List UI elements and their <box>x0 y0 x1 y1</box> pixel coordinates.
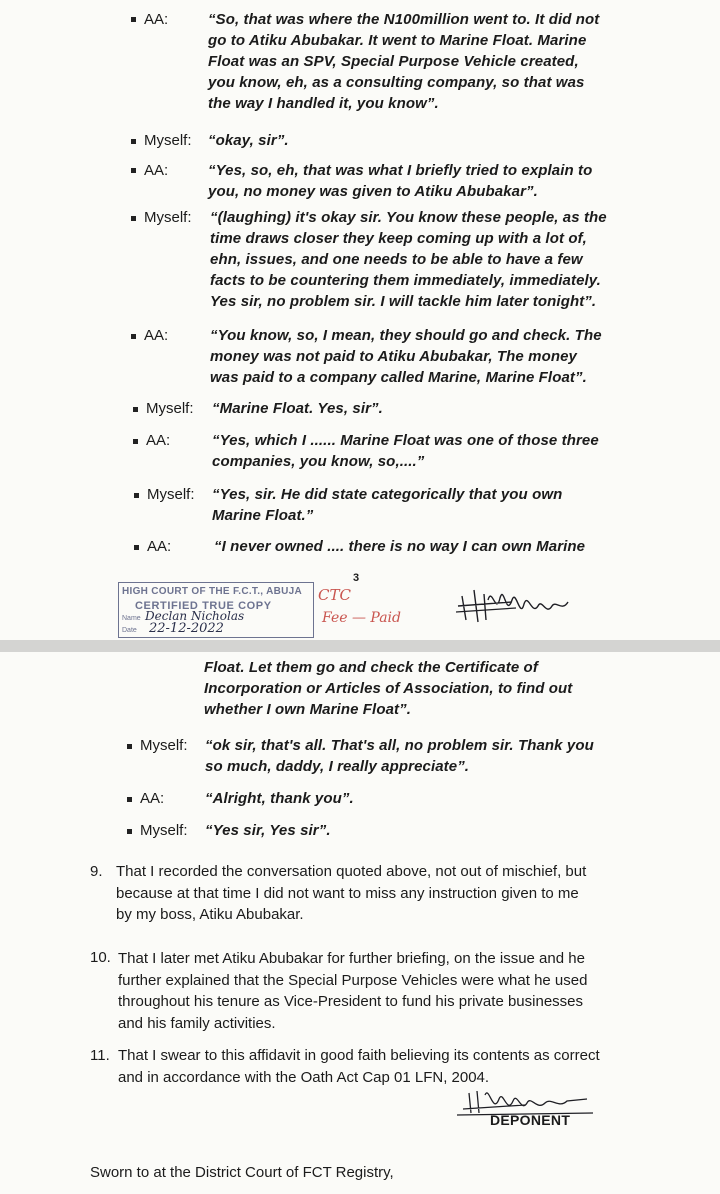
bullet-icon <box>134 545 139 550</box>
speech-text: “Yes sir, Yes sir”. <box>205 822 331 839</box>
speaker-label: Myself: <box>144 132 192 149</box>
ctc-annotation: CTC <box>318 586 351 604</box>
speaker-label: Myself: <box>144 209 192 226</box>
speech-text: “So, that was where the N100million went to. It did not go to Atiku Abubakar. It went to Marine Float. Marine Float was an SPV, Special Purpose Vehicle created, you know, eh, as a consulting company, so that was the way I handled it, you know”. <box>208 11 600 112</box>
stamp-name-handwritten: Declan Nicholas <box>145 609 245 623</box>
bullet-icon <box>127 744 132 749</box>
speech-text: “ok sir, that's all. That's all, no problem sir. Thank you so much, daddy, I really appreciate”. <box>205 737 594 775</box>
stamp-certified-label: CERTIFIED TRUE COPY <box>135 600 272 612</box>
certified-true-copy-stamp <box>118 582 314 638</box>
stamp-name-label: Name <box>122 615 141 622</box>
bullet-icon <box>127 797 132 802</box>
speech-continuation: Float. Let them go and check the Certificate of Incorporation or Articles of Association, to find out whether I own Marine Float”. <box>204 659 573 718</box>
paragraph-number: 11. <box>90 1047 110 1064</box>
speaker-label: Myself: <box>146 400 194 417</box>
page-number: 3 <box>353 572 360 584</box>
paragraph-text: That I recorded the conversation quoted above, not out of mischief, but because at that time I did not want to miss any instruction given to me by my boss, Atiku Abubakar. <box>116 863 587 923</box>
deponent-label: DEPONENT <box>490 1112 571 1128</box>
paragraph-number: 9. <box>90 863 103 880</box>
speaker-label: AA: <box>147 538 172 555</box>
fee-paid-annotation: Fee — Paid <box>322 610 401 626</box>
speaker-label: Myself: <box>147 486 195 503</box>
speaker-label: Myself: <box>140 737 188 754</box>
speech-text: “I never owned .... there is no way I can own Marine <box>214 538 586 555</box>
speech-text: “Yes, which I ...... Marine Float was one of those three companies, you know, so,....” <box>212 432 599 470</box>
bullet-icon <box>131 17 136 22</box>
sworn-statement: Sworn to at the District Court of FCT Registry, <box>90 1164 394 1181</box>
paragraph-text: That I swear to this affidavit in good faith believing its contents as correct and in accordance with the Oath Act Cap 01 LFN, 2004. <box>118 1047 600 1086</box>
speaker-label: AA: <box>144 162 169 179</box>
speech-text: “Yes, so, eh, that was what I briefly tried to explain to you, no money was given to Atiku Abubakar”. <box>208 162 593 200</box>
bullet-icon <box>131 139 136 144</box>
affidavit-page-4 <box>0 652 720 1194</box>
speaker-label: AA: <box>140 790 165 807</box>
speech-text: “Alright, thank you”. <box>205 790 354 807</box>
speech-text: “okay, sir”. <box>208 132 289 149</box>
speech-text: “Marine Float. Yes, sir”. <box>212 400 383 417</box>
bullet-icon <box>133 407 138 412</box>
speech-text: “You know, so, I mean, they should go and check. The money was not paid to Atiku Abubakar, The money was paid to a company called Marine, Marine Float”. <box>210 327 602 386</box>
signature-image <box>452 576 572 628</box>
speaker-label: AA: <box>146 432 171 449</box>
speech-text: “(laughing) it's okay sir. You know these people, as the time draws closer they keep coming up with a lot of, ehn, issues, and one needs to be able to have a few facts to be countering them immediately, immediately. Yes sir, no problem sir. I will tackle him later tonight”. <box>210 209 607 310</box>
speaker-label: AA: <box>144 11 169 28</box>
speaker-label: Myself: <box>140 822 188 839</box>
bullet-icon <box>131 216 136 221</box>
bullet-icon <box>133 439 138 444</box>
stamp-court-name: HIGH COURT OF THE F.C.T., ABUJA <box>122 586 303 597</box>
bullet-icon <box>131 168 136 173</box>
paragraph-text: That I later met Atiku Abubakar for further briefing, on the issue and he further explained that the Special Purpose Vehicles were what he used throughout his tenure as Vice-President to fund his private businesses and his family activities. <box>118 950 588 1032</box>
bullet-icon <box>131 334 136 339</box>
page-divider <box>0 640 720 652</box>
stamp-date-label: Date <box>122 627 137 634</box>
paragraph-number: 10. <box>90 949 111 966</box>
stamp-date-handwritten: 22-12-2022 <box>149 621 224 636</box>
bullet-icon <box>134 493 139 498</box>
speech-text: “Yes, sir. He did state categorically that you own Marine Float.” <box>212 486 563 524</box>
bullet-icon <box>127 829 132 834</box>
speaker-label: AA: <box>144 327 169 344</box>
